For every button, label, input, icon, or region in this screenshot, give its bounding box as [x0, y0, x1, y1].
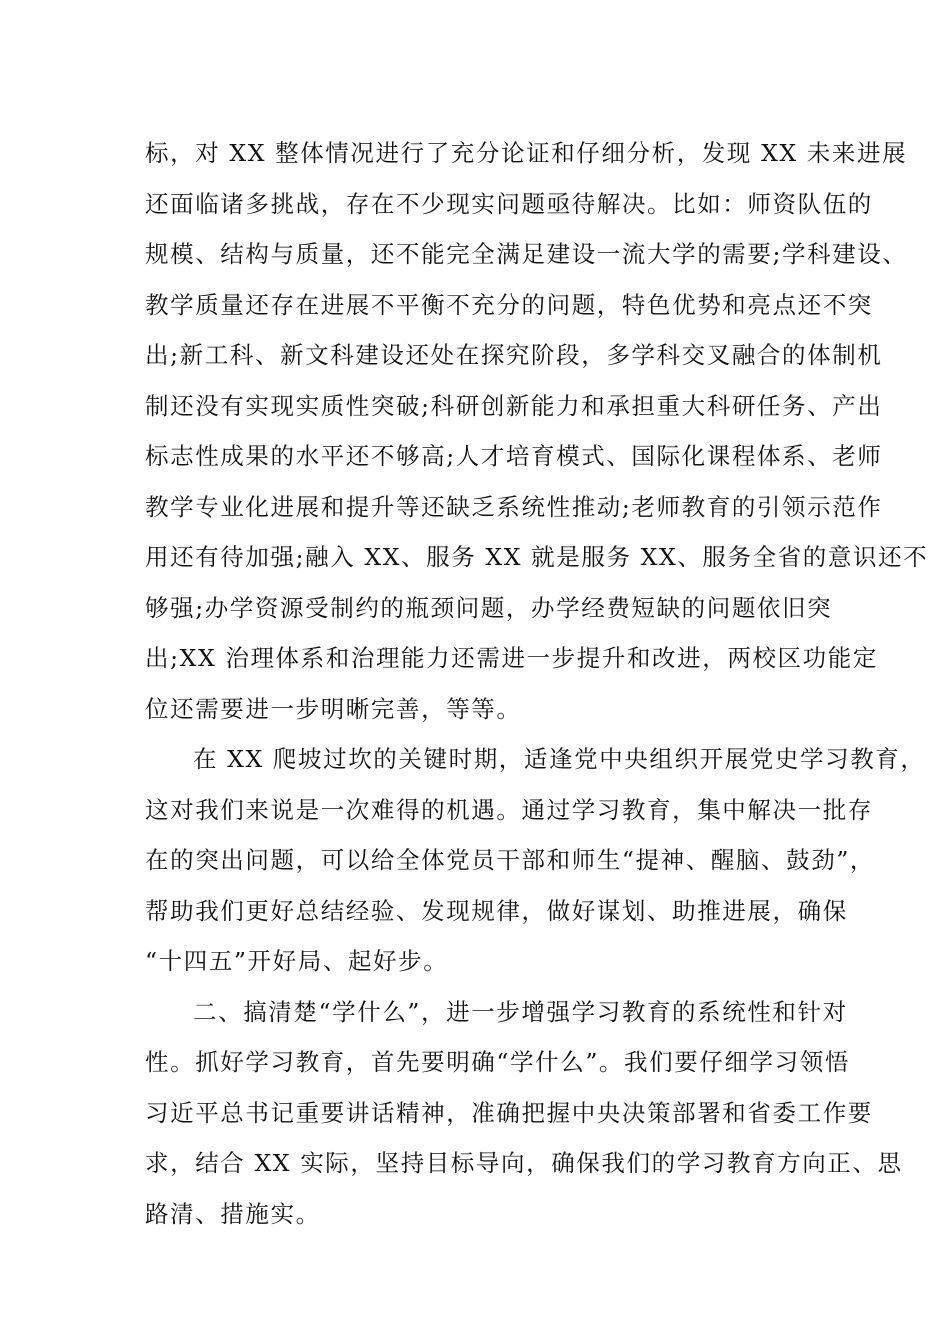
text-line: 帮助我们更好总结经验、发现规律，做好谋划、助推进展，确保 — [145, 896, 848, 925]
text-line: 在的突出问题，可以给全体党员干部和师生“提神、醒脑、鼓劲”， — [145, 846, 876, 874]
text-line: 制还没有实现实质性突破;科研创新能力和承担重大科研任务、产出 — [145, 391, 883, 420]
text-line: 规模、结构与质量，还不能完全满足建设一流大学的需要;学科建设、 — [145, 240, 908, 268]
text-line: 标，对 XX 整体情况进行了充分论证和仔细分析，发现 XX 未来进展 — [145, 139, 908, 167]
text-line: 用还有待加强;融入 XX、服务 XX 就是服务 XX、服务全省的意识还不 — [145, 543, 929, 571]
text-line: 够强;办学资源受制约的瓶颈问题，办学经费短缺的问题依旧突 — [145, 593, 833, 622]
text-line: 二、搞清楚“学什么”，进一步增强学习教育的系统性和针对 — [193, 997, 848, 1026]
text-line: 教学质量还存在进展不平衡不充分的问题，特色优势和亮点还不突 — [145, 290, 873, 319]
paragraph-p3 — [145, 987, 903, 1240]
text-line: 位还需要进一步明晰完善，等等。 — [145, 694, 522, 723]
text-line: 习近平总书记重要讲话精神，准确把握中央决策部署和省委工作要 — [145, 1098, 873, 1127]
paragraph-p1 — [145, 128, 929, 734]
text-line: 这对我们来说是一次难得的机遇。通过学习教育，集中解决一批存 — [145, 795, 873, 824]
document-body — [145, 128, 929, 1239]
text-line: 性。抓好学习教育，首先要明确“学什么”。我们要仔细学习领悟 — [145, 1048, 850, 1076]
paragraph-p2 — [145, 734, 926, 987]
text-line: 路清、措施实。 — [145, 1199, 321, 1228]
text-line: 求，结合 XX 实际，坚持目标导向，确保我们的学习教育方向正、思 — [145, 1149, 903, 1177]
text-line: 在 XX 爬坡过坎的关键时期，适逢党中央组织开展党史学习教育， — [193, 745, 926, 773]
text-line: “十四五”开好局、起好步。 — [145, 947, 449, 975]
text-line: 出;新工科、新文科建设还处在探究阶段，多学科交叉融合的体制机 — [145, 341, 883, 369]
text-line: 教学专业化进展和提升等还缺乏系统性推动;老师教育的引领示范作 — [145, 492, 883, 521]
text-line: 出;XX 治理体系和治理能力还需进一步提升和改进，两校区功能定 — [145, 644, 878, 672]
text-line: 还面临诸多挑战，存在不少现实问题亟待解决。比如：师资队伍的 — [145, 189, 873, 218]
text-line: 标志性成果的水平还不够高;人才培育模式、国际化课程体系、老师 — [145, 442, 883, 470]
